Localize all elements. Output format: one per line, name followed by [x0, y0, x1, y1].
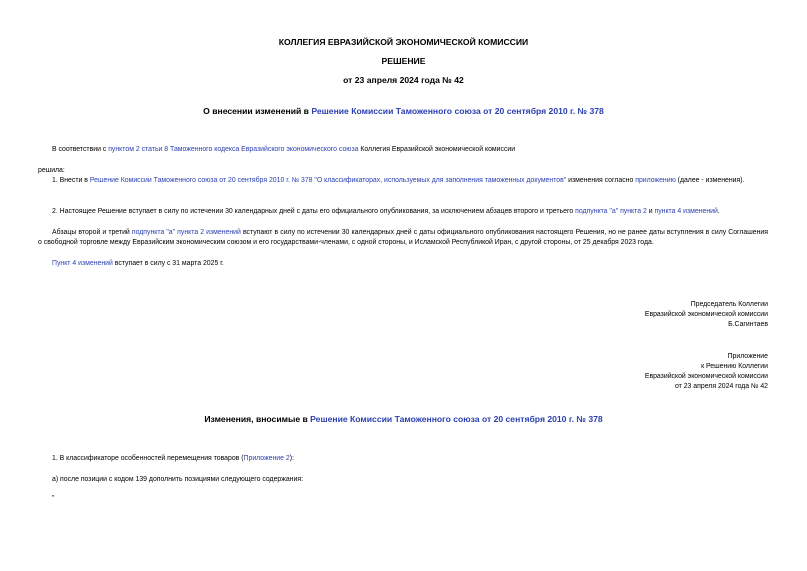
changes-item-1 [52, 454, 294, 464]
paragraph-3 [38, 228, 768, 248]
appendix-to-decision: к Решению Коллегии [701, 363, 768, 370]
issuer-heading: КОЛЛЕГИЯ ЕВРАЗИЙСКОЙ ЭКОНОМИЧЕСКОЙ КОМИССИИ [278, 37, 529, 47]
preamble-prefix: В соответствии с [52, 146, 109, 153]
paragraph-1 [38, 176, 768, 186]
preamble-suffix: Коллегия Евразийской экономической комиссии [358, 146, 516, 153]
changes-decision-link[interactable]: Решение Комиссии Таможенного союза от 20 сентября 2010 г. № 378 [310, 414, 603, 424]
changes-item-1a: а) после позиции с кодом 139 дополнить позициями следующего содержания: [52, 476, 303, 483]
p3-suffix: вступают в силу по истечении 30 календарных дней с даты официального опубликования настоящего Решения, но не ранее даты вступления в силу Соглашения о свободной торговле между Евразийским экономическим союзом и его государствами-членами, с одной стороны, и Исламской Республикой Иран, с другой стороны, от 25 декабря 2023 года. [38, 229, 769, 246]
title-decision-link[interactable]: Решение Комиссии Таможенного союза от 20 сентября 2010 г. № 378 [311, 106, 604, 116]
appendix-link[interactable]: приложению [635, 177, 676, 184]
p3-prefix: Абзацы второй и третий [52, 229, 132, 236]
decided-label: решила: [38, 167, 65, 174]
paragraph-4 [52, 259, 224, 269]
p1-prefix: 1. Внести в [52, 177, 90, 184]
p1-suffix: (далее - изменения). [675, 177, 745, 184]
item1-suffix: ): [289, 455, 294, 462]
annex-2-link[interactable]: Приложение 2 [243, 455, 290, 462]
point-4-changes-link[interactable]: пункта 4 изменений [654, 208, 718, 215]
changes-title [0, 414, 807, 424]
appendix-reference [468, 352, 768, 392]
point-4-link[interactable]: Пункт 4 изменений [52, 260, 113, 267]
document-date-number: от 23 апреля 2024 года № 42 [343, 75, 464, 85]
appendix-label: Приложение [727, 353, 768, 360]
signature-position: Председатель Коллегии [690, 301, 768, 308]
paragraph-2 [52, 207, 768, 217]
p2-middle: и [646, 208, 655, 215]
changes-title-prefix: Изменения, вносимые в [204, 414, 311, 424]
quote-mark: " [52, 495, 55, 502]
p4-suffix: вступает в силу с 31 марта 2025 г. [112, 260, 224, 267]
preamble [52, 145, 772, 155]
decision-378-link[interactable]: Решение Комиссии Таможенного союза от 20 сентября 2010 г. № 378 "О классификаторах, используемых для заполнения таможенных документов" [89, 177, 567, 184]
signature-organization: Евразийской экономической комиссии [644, 311, 768, 318]
p1-middle: изменения согласно [566, 177, 636, 184]
appendix-date: от 23 апреля 2024 года № 42 [674, 383, 768, 390]
appendix-organization: Евразийской экономической комиссии [644, 373, 768, 380]
subpoint-a-point-2-changes-link[interactable]: подпункта "а" пункта 2 изменений [131, 229, 241, 236]
document-type: РЕШЕНИЕ [381, 56, 426, 66]
title-prefix: О внесении изменений в [203, 106, 312, 116]
signature-name: Б.Сагинтаев [728, 321, 768, 328]
document-title [0, 106, 807, 116]
p2-prefix: 2. Настоящее Решение вступает в силу по истечении 30 календарных дней с даты его официального опубликования, за исключением абзацев второго и третьего [52, 208, 576, 215]
subpoint-a-point-2-link[interactable]: подпункта "а" пункта 2 [575, 208, 647, 215]
signature-block [468, 300, 768, 330]
customs-code-link[interactable]: пунктом 2 статьи 8 Таможенного кодекса Евразийского экономического союза [108, 146, 359, 153]
p2-suffix: . [717, 208, 720, 215]
item1-prefix: 1. В классификаторе особенностей перемещения товаров ( [52, 455, 244, 462]
